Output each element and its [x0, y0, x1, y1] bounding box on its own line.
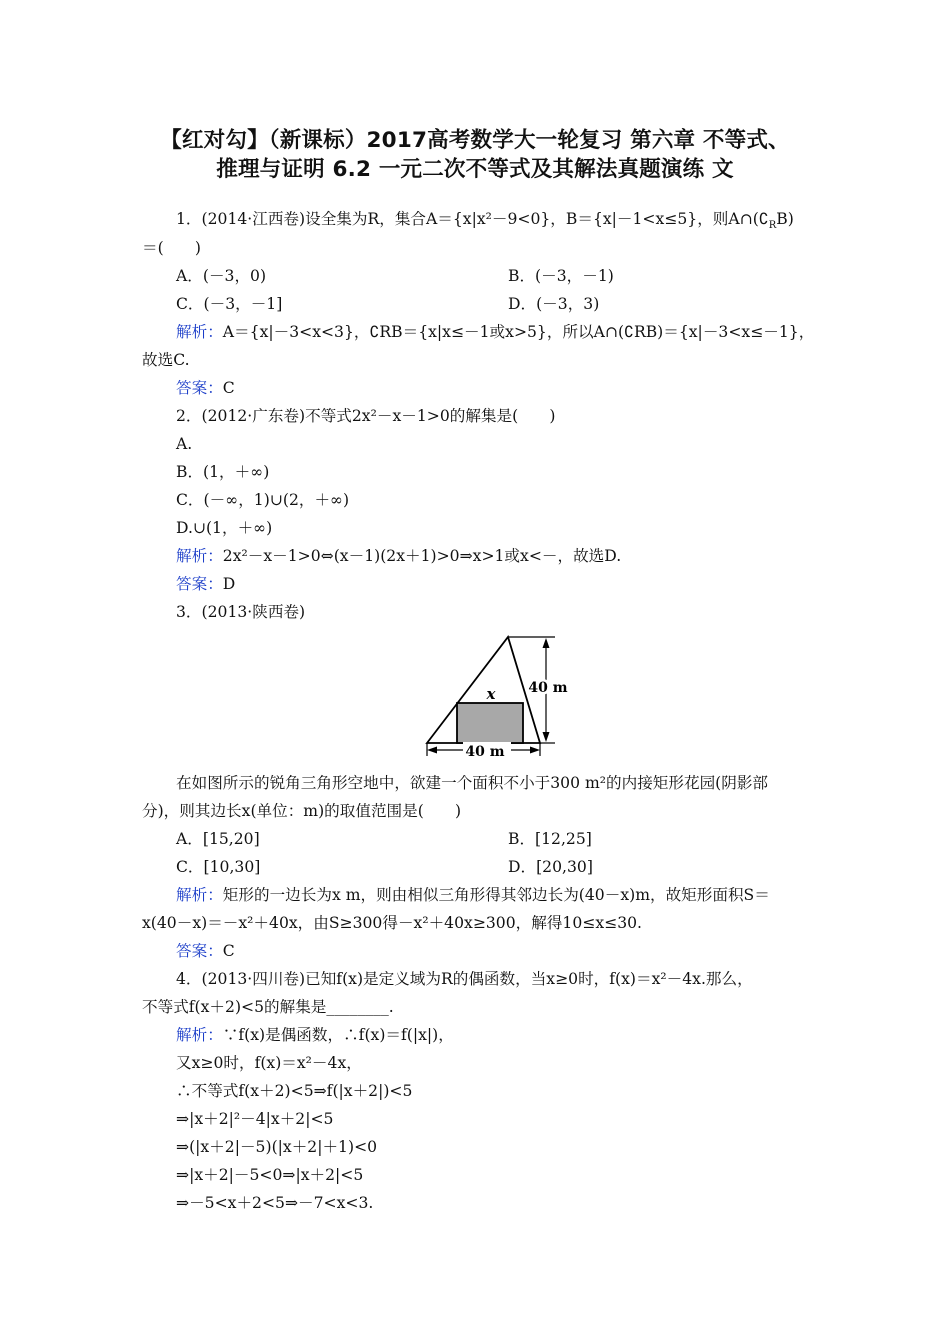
q3-stem: 3．(2013·陕西卷): [176, 603, 306, 621]
label-height: 40 m: [528, 680, 568, 696]
q4-solution-step-4: ⇒|x＋2|²－4|x＋2|<5: [176, 1110, 334, 1128]
q4-solution-step-7: ⇒－5<x＋2<5⇒－7<x<3.: [176, 1194, 374, 1212]
q4-stem-cont: 不等式f(x＋2)<5的解集是________.: [142, 998, 394, 1016]
q4-solution-step-2: 又x≥0时，f(x)＝x²－4x，: [176, 1054, 362, 1072]
q3-option-d: D．[20,30]: [508, 858, 593, 876]
q4-solution-step-3: ∴不等式f(x＋2)<5⇒f(|x＋2|)<5: [176, 1082, 413, 1100]
q4-solution-step-1: ∵f(x)是偶函数，∴f(x)＝f(|x|)，: [222, 1026, 454, 1044]
q1-solution-label: 解析：: [176, 323, 223, 341]
q1-option-c: C．(－3，－1]: [176, 295, 283, 313]
q1-stem-sub: R: [768, 220, 777, 232]
q3-option-a: A．[15,20]: [176, 830, 260, 848]
q2-solution-text: 2x²－x－1>0⇔(x－1)(2x＋1)>0⇒x>1或x<－，故选D.: [222, 547, 622, 565]
label-x: x: [486, 685, 496, 703]
q1-answer-value: C: [222, 379, 235, 397]
q4-stem: 4．(2013·四川卷)已知f(x)是定义域为R的偶函数，当x≥0时，f(x)＝x²－4x.那么，: [176, 970, 753, 988]
q1-solution-cont: 故选C.: [142, 351, 190, 369]
label-base: 40 m: [465, 744, 505, 760]
q2-answer-label: 答案：: [176, 575, 223, 593]
height-arrow-up: [543, 638, 550, 648]
q3-text-cont: 分)，则其边长x(单位：m)的取值范围是( ): [142, 802, 462, 820]
q2-option-b: B．(1，＋∞): [176, 463, 270, 481]
q1-option-a: A．(－3，0): [176, 267, 267, 285]
doc-title-line-1: 【红对勾】（新课标）2017高考数学大一轮复习 第六章 不等式、: [160, 128, 790, 153]
base-arrow-right: [530, 747, 540, 754]
q3-solution-text: 矩形的一边长为x m，则由相似三角形得其邻边长为(40－x)m，故矩形面积S＝: [222, 886, 770, 904]
q1-option-d: D．(－3，3): [508, 295, 600, 313]
q1-stem-text: 1．(2014·江西卷)设全集为R，集合A＝{x|x²－9<0}，B＝{x|－1<x≤5}，则A∩(∁: [176, 210, 769, 228]
q3-solution-cont: x(40－x)＝－x²＋40x，由S≥300得－x²＋40x≥300，解得10≤x≤30.: [142, 914, 642, 932]
q2-solution: [176, 546, 621, 566]
q1-answer: [176, 378, 235, 398]
q4-solution-step-6: ⇒|x＋2|－5<0⇒|x＋2|<5: [176, 1166, 364, 1184]
q3-answer-value: C: [222, 942, 235, 960]
q3-answer: [176, 941, 235, 961]
q1-stem-tail: B): [776, 210, 794, 228]
q2-option-a: A.: [176, 435, 193, 453]
q2-solution-label: 解析：: [176, 547, 223, 565]
q1-stem-cont: ＝( ): [142, 239, 201, 257]
q3-figure: [415, 628, 590, 763]
q2-option-d: D.∪(1，＋∞): [176, 519, 273, 537]
height-arrow-down: [543, 732, 550, 742]
q1-solution-text: A＝{x|－3<x<3}，∁RB＝{x|x≤－1或x>5}，所以A∩(∁RB)＝{x|－3<x≤－1}，: [222, 323, 815, 341]
doc-title-line-2: 推理与证明 6.2 一元二次不等式及其解法真题演练 文: [216, 157, 734, 182]
q2-stem: 2．(2012·广东卷)不等式2x²－x－1>0的解集是( ): [176, 407, 556, 425]
q3-text: 在如图所示的锐角三角形空地中，欲建一个面积不小于300 m²的内接矩形花园(阴影部: [176, 774, 769, 792]
q1-answer-label: 答案：: [176, 379, 223, 397]
q3-solution-label: 解析：: [176, 886, 223, 904]
inscribed-rectangle: [457, 703, 523, 743]
q1-solution: [176, 322, 814, 342]
q3-solution: [176, 885, 770, 905]
q3-answer-label: 答案：: [176, 942, 223, 960]
q1-option-b: B．(－3，－1): [508, 267, 614, 285]
q1-stem: [176, 209, 794, 232]
q3-option-c: C．[10,30]: [176, 858, 261, 876]
q2-answer-value: D: [222, 575, 236, 593]
q2-answer: [176, 574, 235, 594]
q2-option-c: C．(－∞，1)∪(2，＋∞): [176, 491, 350, 509]
q4-solution-step-5: ⇒(|x＋2|－5)(|x＋2|＋1)<0: [176, 1138, 378, 1156]
base-arrow-left: [427, 747, 437, 754]
q4-solution: [176, 1025, 454, 1045]
q3-option-b: B．[12,25]: [508, 830, 592, 848]
q4-solution-label: 解析：: [176, 1026, 223, 1044]
